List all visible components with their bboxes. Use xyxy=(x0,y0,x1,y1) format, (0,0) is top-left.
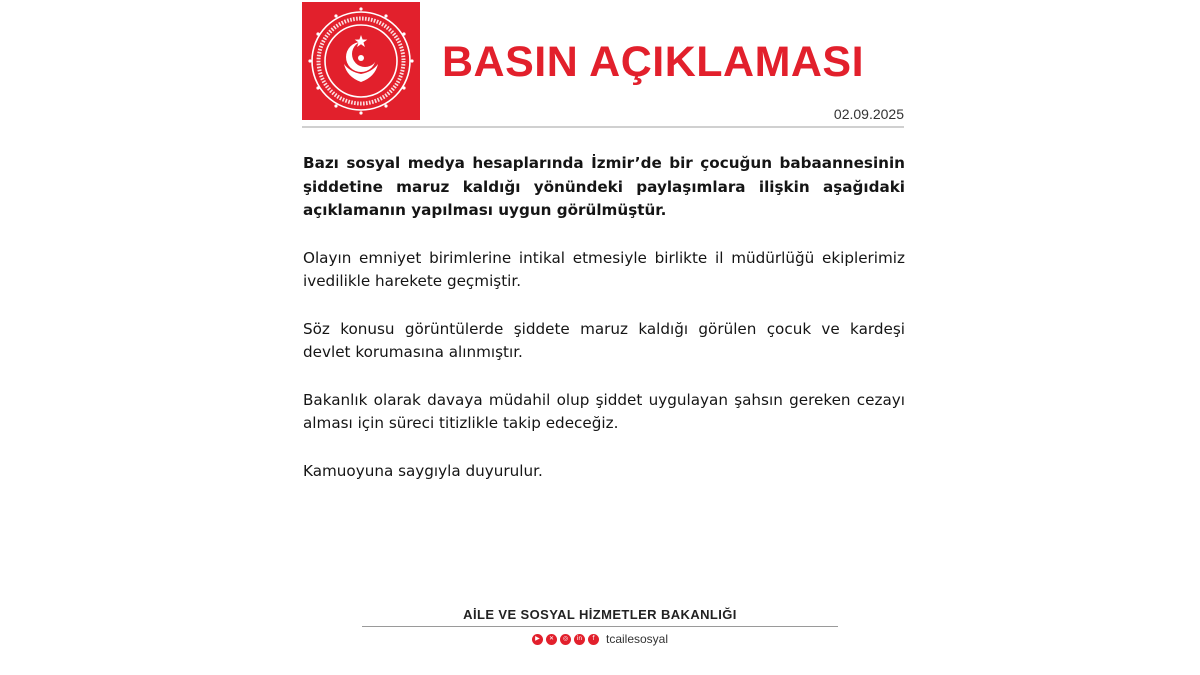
ministry-seal-icon xyxy=(302,2,420,120)
x-icon: ✕ xyxy=(546,634,557,645)
paragraph: Bakanlık olarak davaya müdahil olup şiddet uygulayan şahsın gereken cezayı alması için süreci titizlikle takip edeceğiz. xyxy=(303,390,905,432)
lead-paragraph: Bazı sosyal medya hesaplarında İzmir’de bir çocuğun babaannesinin şiddetine maruz kaldığı yönündeki paylaşımlara ilişkin aşağıdaki açıklamanın yapılması uygun görülmüştür. xyxy=(303,154,905,219)
social-bar xyxy=(362,632,838,646)
footer-divider xyxy=(362,626,838,627)
instagram-icon: ◎ xyxy=(560,634,571,645)
paragraph: Olayın emniyet birimlerine intikal etmesiyle birlikte il müdürlüğü ekiplerimiz ivedilikle harekete geçmiştir. xyxy=(303,248,905,290)
document-title: BASIN AÇIKLAMASI xyxy=(442,38,865,86)
statement-body xyxy=(303,152,905,507)
paragraph: Söz konusu görüntülerde şiddete maruz kaldığı görülen çocuk ve kardeşi devlet korumasına alınmıştır. xyxy=(303,319,905,361)
ministry-name: AİLE VE SOSYAL HİZMETLER BAKANLIĞI xyxy=(463,607,737,622)
linkedin-icon: in xyxy=(574,634,585,645)
header-divider xyxy=(302,126,904,128)
release-date: 02.09.2025 xyxy=(833,106,904,122)
facebook-icon: f xyxy=(588,634,599,645)
social-handle: tcailesosyal xyxy=(605,632,669,646)
youtube-icon: ▶ xyxy=(532,634,543,645)
closing-line: Kamuoyuna saygıyla duyurulur. xyxy=(303,461,543,480)
